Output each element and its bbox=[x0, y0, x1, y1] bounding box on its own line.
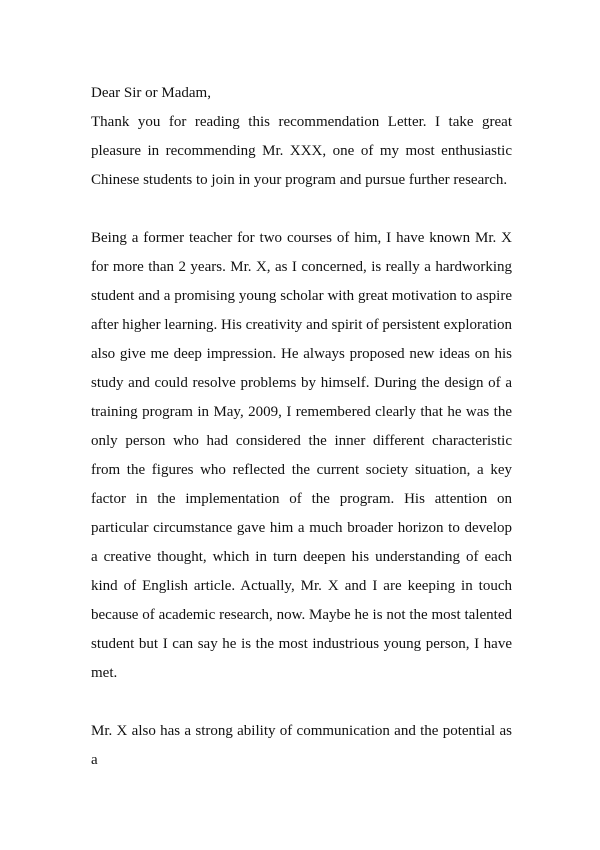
recommendation-letter bbox=[91, 79, 512, 775]
paragraph-communication: Mr. X also has a strong ability of communication and the potential as a bbox=[91, 723, 512, 768]
salutation: Dear Sir or Madam, bbox=[91, 85, 211, 101]
paragraph-intro: Thank you for reading this recommendation Letter. I take great pleasure in recommending Mr. XXX, one of my most enthusiastic Chinese students to join in your program and pursue further research. bbox=[91, 114, 512, 188]
paragraph-character: Being a former teacher for two courses of him, I have known Mr. X for more than 2 years. Mr. X, as I concerned, is really a hardworking student and a promising young scholar with great motivation to aspire after higher learning. His creativity and spirit of persistent exploration also give me deep impression. He always proposed new ideas on his study and could resolve problems by himself. During the design of a training program in May, 2009, I remembered clearly that he was the only person who had considered the inner different characteristic from the figures who reflected the current society situation, a key factor in the implementation of the program. His attention on particular circumstance gave him a much broader horizon to develop a creative thought, which in turn deepen his understanding of each kind of English article. Actually, Mr. X and I are keeping in touch because of academic research, now. Maybe he is not the most talented student but I can say he is the most industrious young person, I have met. bbox=[91, 230, 512, 681]
